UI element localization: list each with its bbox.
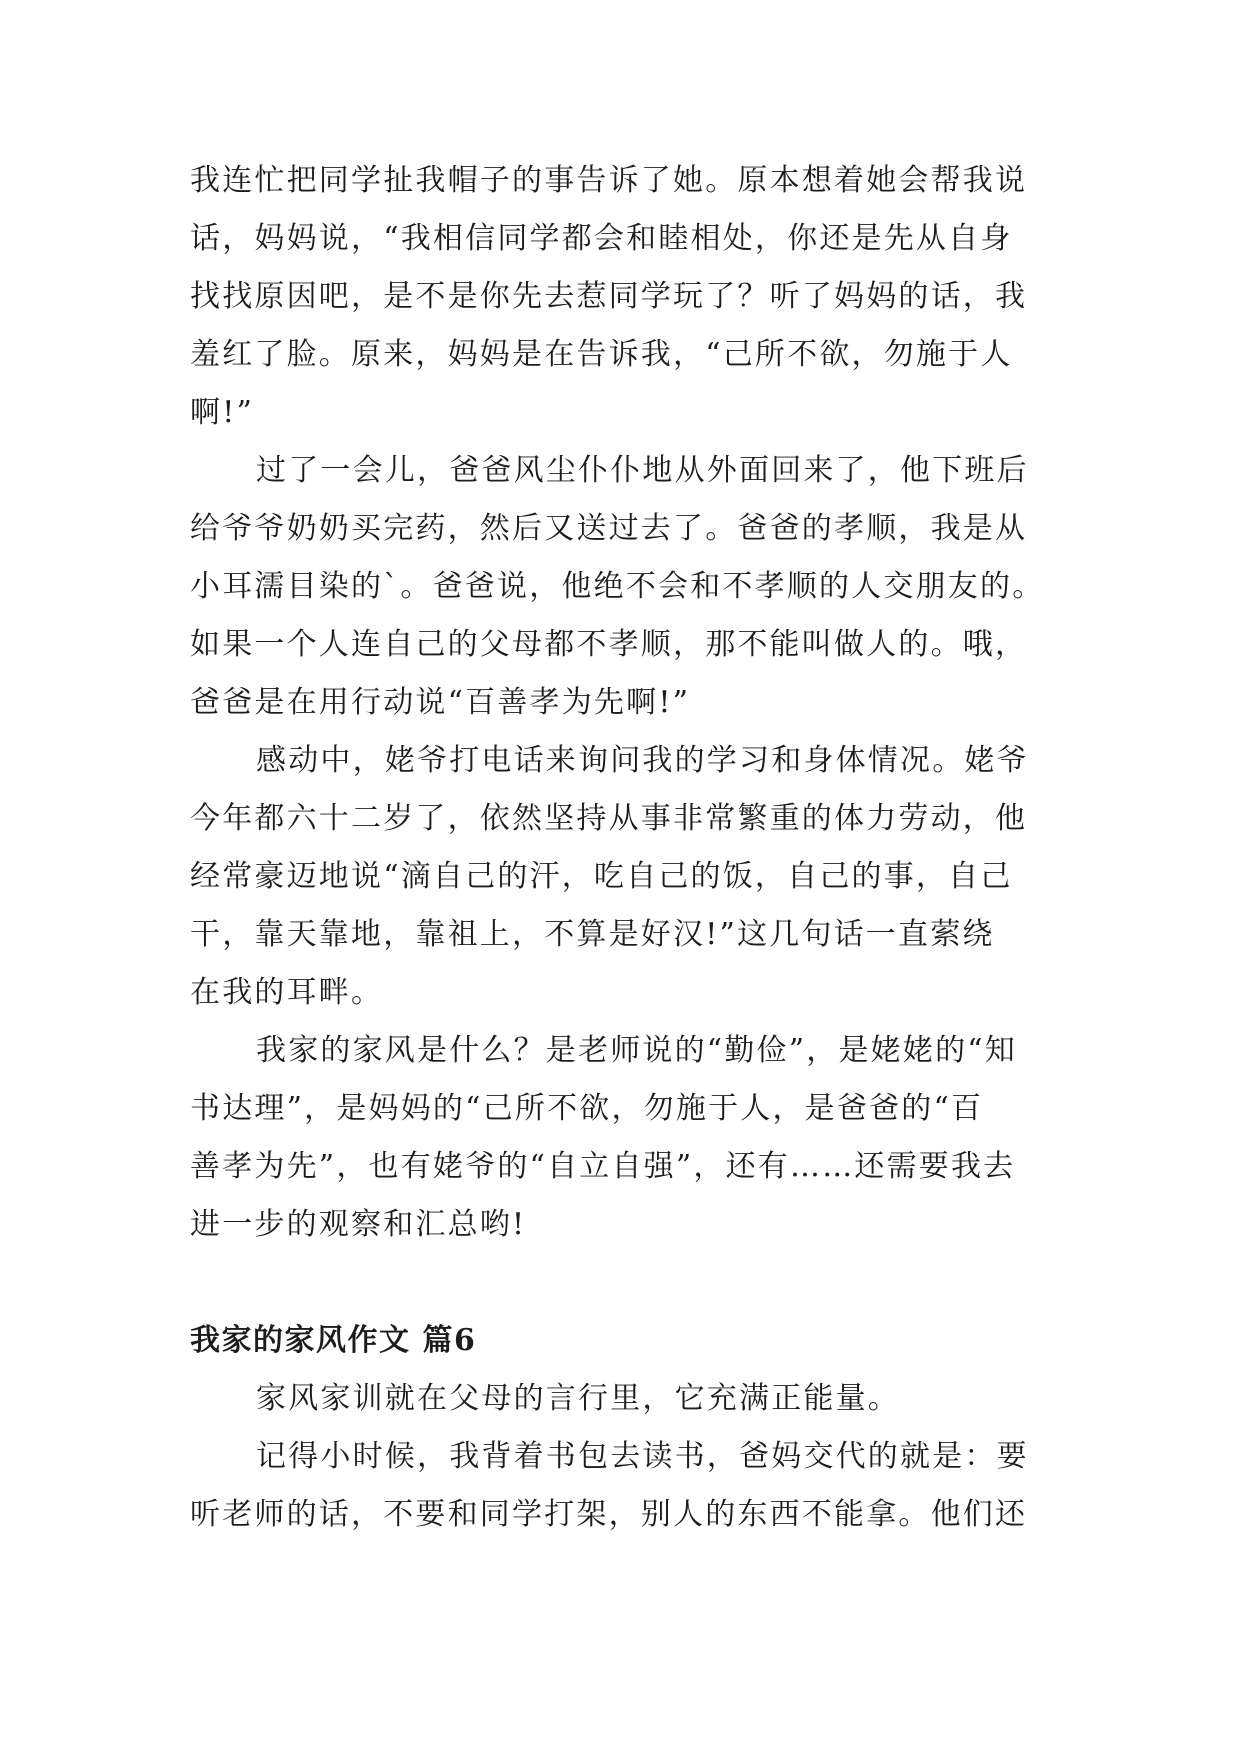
document-page bbox=[190, 152, 1058, 1544]
paragraph-2 bbox=[190, 442, 1058, 732]
text-line: 啊!” bbox=[190, 395, 254, 430]
paragraph-3 bbox=[190, 732, 1058, 1022]
text-line: 找找原因吧，是不是你先去惹同学玩了？听了妈妈的话，我 bbox=[190, 279, 1028, 314]
text-line: 小耳濡目染的`。爸爸说，他绝不会和不孝顺的人交朋友的。 bbox=[190, 569, 1045, 604]
paragraph-4 bbox=[190, 1022, 1058, 1254]
text-line: 经常豪迈地说“滴自己的汗，吃自己的饭，自己的事，自己 bbox=[190, 859, 1013, 894]
paragraph-5 bbox=[190, 1370, 1058, 1428]
text-line: 干，靠天靠地，靠祖上，不算是好汉!”这几句话一直萦绕 bbox=[190, 917, 995, 952]
text-line: 听老师的话，不要和同学打架，别人的东西不能拿。他们还 bbox=[190, 1497, 1028, 1532]
text-line: 记得小时候，我背着书包去读书，爸妈交代的就是：要 bbox=[256, 1439, 1029, 1474]
text-line: 家风家训就在父母的言行里，它充满正能量。 bbox=[256, 1381, 900, 1416]
text-line: 爸爸是在用行动说“百善孝为先啊!” bbox=[190, 685, 691, 720]
text-line: 善孝为先”，也有姥爷的“自立自强”，还有……还需要我去 bbox=[190, 1149, 1016, 1184]
text-line: 过了一会儿，爸爸风尘仆仆地从外面回来了，他下班后 bbox=[256, 453, 1029, 488]
text-line: 进一步的观察和汇总哟! bbox=[190, 1207, 527, 1242]
text-line: 书达理”，是妈妈的“己所不欲，勿施于人，是爸爸的“百 bbox=[190, 1091, 984, 1126]
text-line: 羞红了脸。原来，妈妈是在告诉我，“己所不欲，勿施于人 bbox=[190, 337, 1013, 372]
text-line: 话，妈妈说，“我相信同学都会和睦相处，你还是先从自身 bbox=[190, 221, 1013, 256]
text-line: 我连忙把同学扯我帽子的事告诉了她。原本想着她会帮我说 bbox=[190, 163, 1028, 198]
text-line: 感动中，姥爷打电话来询问我的学习和身体情况。姥爷 bbox=[256, 743, 1029, 778]
paragraph-1 bbox=[190, 152, 1058, 442]
text-line: 给爷爷奶奶买完药，然后又送过去了。爸爸的孝顺，我是从 bbox=[190, 511, 1028, 546]
text-line: 今年都六十二岁了，依然坚持从事非常繁重的体力劳动，他 bbox=[190, 801, 1028, 836]
text-line: 在我的耳畔。 bbox=[190, 975, 384, 1010]
text-line: 如果一个人连自己的父母都不孝顺，那不能叫做人的。哦， bbox=[190, 627, 1028, 662]
paragraph-6 bbox=[190, 1428, 1058, 1544]
section-heading: 我家的家风作文 篇6 bbox=[190, 1323, 477, 1358]
text-line: 我家的家风是什么？是老师说的“勤俭”，是姥姥的“知 bbox=[256, 1033, 1018, 1068]
section-gap bbox=[190, 1254, 1058, 1312]
